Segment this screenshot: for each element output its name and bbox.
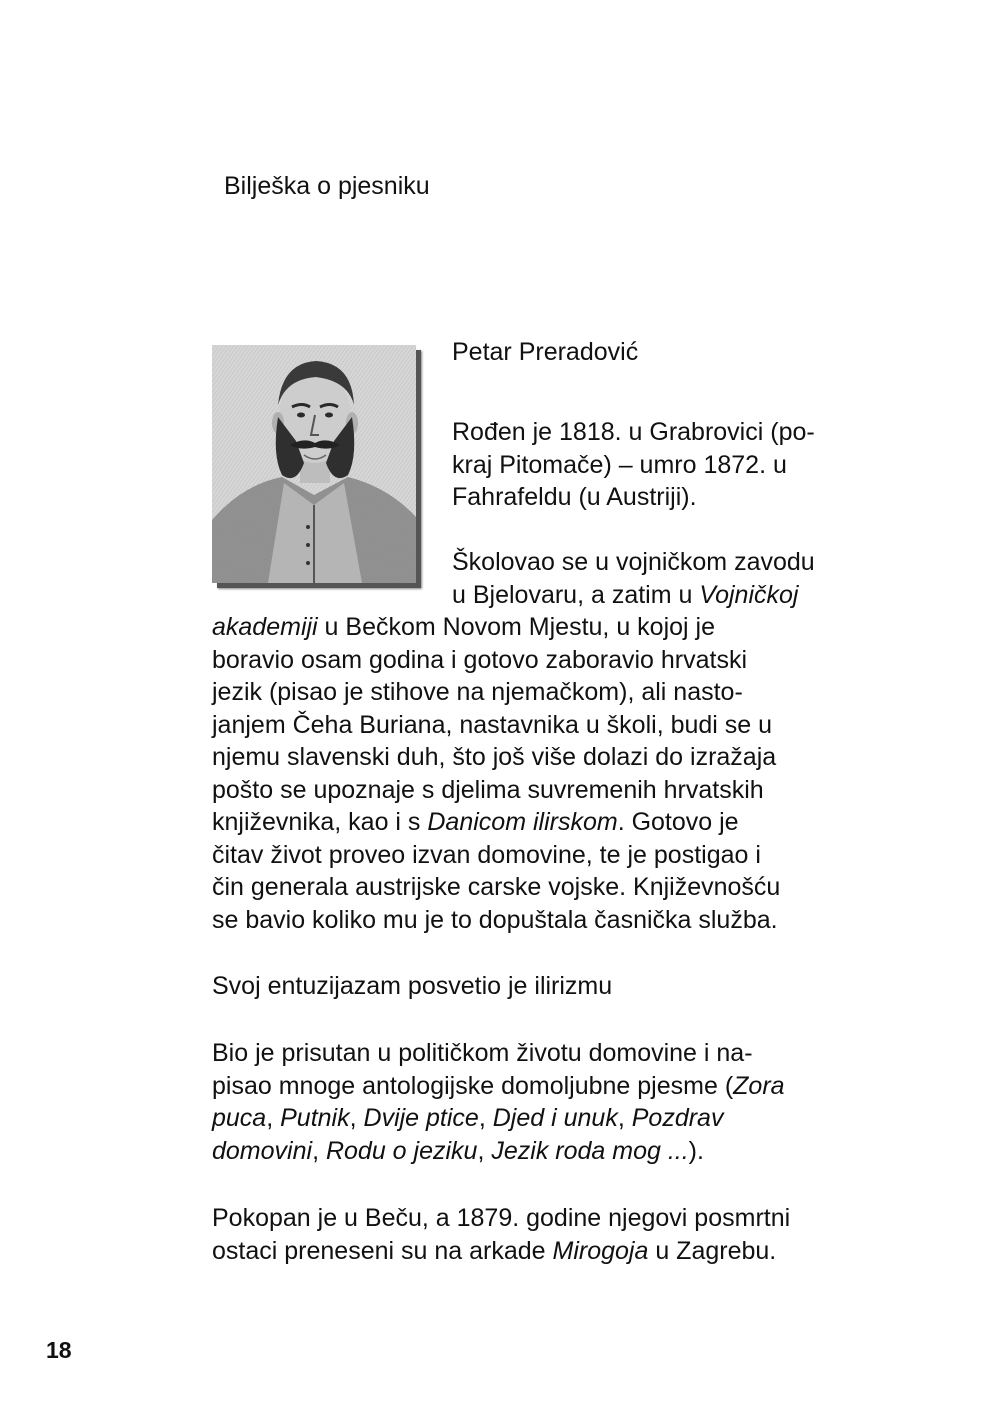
education-line: njemu slavenski duh, što još više dolazi do izražaja [212,743,777,771]
politics-line: Bio je prisutan u političkom životu domovine i na- [212,1039,753,1067]
politics-line [212,1070,785,1103]
politics-text: ). [688,1136,704,1165]
separator: , [266,1104,281,1132]
enthusiasm-paragraph: Svoj entuzijazam posvetio je ilirizmu [212,972,613,1000]
politics-text: pisao mnoge antologijske domoljubne pjesme ( [212,1071,734,1100]
separator: , [478,1104,493,1132]
education-line [212,579,815,612]
birth-line: Fahrafeldu (u Austriji). [452,483,697,511]
education-line: janjem Čeha Buriana, nastavnika u školi, budi se u [212,710,773,739]
institution-name: akademiji [212,613,318,641]
section-title: Bilješka o pjesniku [224,172,430,200]
magazine-title: Danicom ilirskom [427,808,618,836]
politics-line [212,1135,785,1168]
poem-title: puca [212,1104,267,1132]
poem-title: Djed i unuk [492,1104,618,1132]
education-text: u Bjelovaru, a zatim u [452,580,700,609]
education-line [212,806,815,839]
education-line: Školovao se u vojničkom zavodu [452,548,815,576]
education-line: čin generala austrijske carske vojske. Književnošću [212,873,781,901]
burial-text: ostaci preneseni su na arkade [212,1236,553,1265]
education-line: se bavio koliko mu je to dopuštala časnička služba. [212,905,778,934]
birth-paragraph [452,416,815,514]
politics-line [212,1102,785,1135]
poem-title: Zora [733,1071,785,1100]
separator: , [349,1104,364,1132]
separator: , [477,1136,492,1165]
burial-line: Pokopan je u Beču, a 1879. godine njegovi posmrtni [212,1204,791,1232]
poem-title: Putnik [280,1104,350,1132]
separator: , [312,1136,326,1165]
education-line: pošto se upoznaje s djelima suvremenih hrvatskih [212,775,764,804]
birth-line: kraj Pitomače) – umro 1872. u [452,450,787,479]
poem-title: Rodu o jeziku [325,1136,478,1165]
page-number: 18 [46,1337,72,1363]
education-line: boravio osam godina i gotovo zaboravio hrvatski [212,645,748,674]
poem-title: Pozdrav [631,1104,724,1132]
education-line: čitav život proveo izvan domovine, te je postigao i [212,840,761,869]
education-text: . Gotovo je [617,808,739,836]
place-name: Mirogoja [552,1236,649,1265]
burial-text: u Zagrebu. [648,1236,777,1265]
birth-line: Rođen je 1818. u Grabrovici (po- [452,418,815,446]
education-text: u Bečkom Novom Mjestu, u kojoj je [317,613,715,641]
poem-title: domovini [212,1136,313,1165]
education-line: jezik (pisao je stihove na njemačkom), ali nasto- [212,678,743,706]
poem-title: Dvije ptice [363,1104,479,1132]
poem-title: Jezik roda mog ... [491,1136,689,1165]
burial-paragraph [212,1202,790,1267]
education-line [212,611,815,644]
separator: , [617,1104,632,1132]
institution-name: Vojničkoj [699,580,799,609]
politics-paragraph [212,1037,785,1167]
education-text: književnika, kao i s [212,808,428,836]
burial-line [212,1235,790,1268]
education-paragraph [212,546,815,936]
poet-name: Petar Preradović [452,338,639,366]
